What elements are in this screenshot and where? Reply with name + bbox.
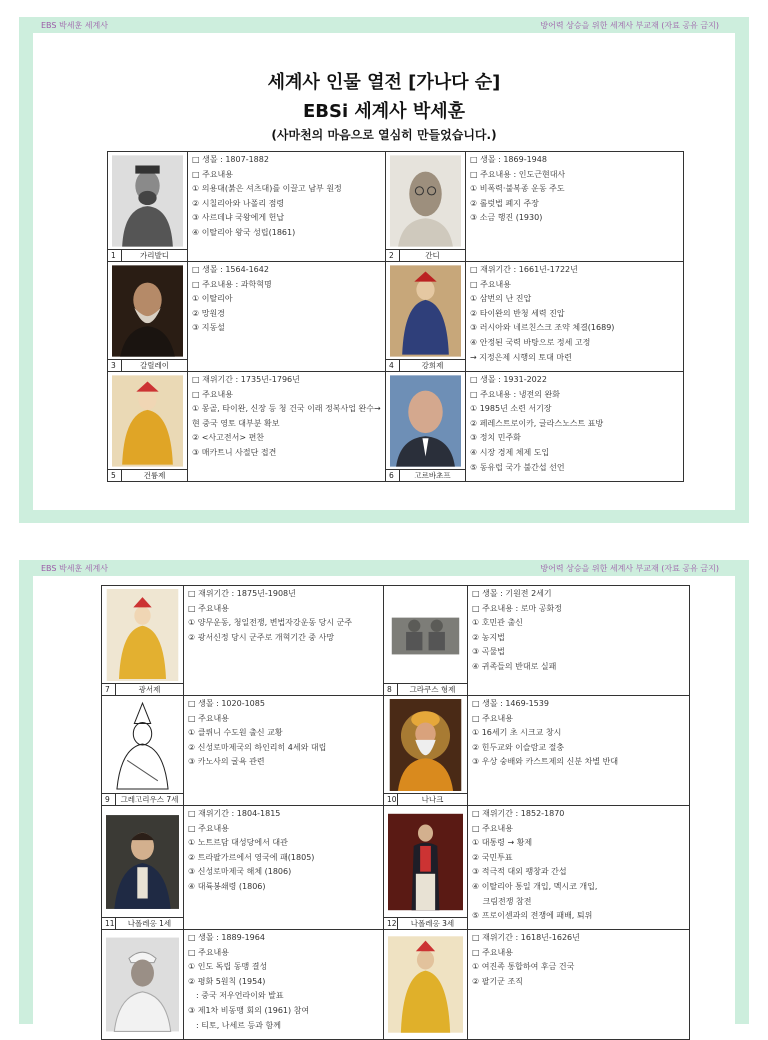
person-number: 5 — [108, 470, 122, 481]
info-line: ① 비폭력·불복종 운동 주도 — [470, 184, 565, 194]
info-line: ③ 정치 민주화 — [470, 433, 521, 443]
info-cell — [184, 806, 384, 930]
info-line: ③ 우상 숭배와 카스트제의 신분 차별 반대 — [472, 757, 619, 767]
person-number: 6 — [386, 470, 400, 481]
info-cell — [188, 372, 386, 482]
info-line: ④ 안정된 국력 바탕으로 정세 고정 — [470, 337, 591, 347]
info-line: ① 인도 독립 동맹 결성 — [188, 962, 268, 972]
portrait-gorbachev — [390, 375, 461, 467]
header-right: 방어력 상승을 위한 세계사 부교재 (자료 공유 금지) — [540, 564, 719, 573]
info-line: □ 재위기간 : 1852-1870 — [472, 809, 565, 818]
info-cell — [468, 696, 690, 806]
document-title: 세계사 인물 열전 [가나다 순] — [267, 72, 501, 93]
person-name: 나폴레옹 3세 — [410, 919, 455, 928]
info-line: ① 몽골, 타이완, 신장 등 청 건국 이래 정복사업 완수→현 중국 영토 대부분 확보 — [192, 404, 381, 428]
person-table-2 — [101, 585, 690, 1040]
person-name: 간디 — [425, 251, 440, 260]
info-line: ② 광서신정 당시 군주로 개혁기간 중 사망 — [188, 632, 335, 642]
info-line: ① 양무운동, 청일전쟁, 변법자강운동 당시 군주 — [188, 618, 353, 628]
portrait-gregory — [106, 699, 179, 791]
portrait-cell — [108, 262, 188, 372]
portrait-cell — [102, 696, 184, 806]
info-line: ④ 이탈리아 통일 개입, 멕시코 개입, — [472, 881, 598, 891]
info-line: □ 생몰 : 1020-1085 — [188, 699, 265, 708]
info-line: ④ 이탈리아 왕국 성립(1861) — [192, 227, 296, 237]
info-line: ② 국민투표 — [472, 852, 513, 862]
info-line: □ 재위기간 : 1661년-1722년 — [470, 265, 578, 274]
info-line: ① 노트르담 대성당에서 대관 — [188, 838, 288, 848]
person-name: 나폴레옹 1세 — [127, 919, 172, 928]
info-line: ③ 사르데냐 국왕에게 헌납 — [192, 213, 285, 223]
portrait-cell — [386, 372, 466, 482]
info-line: ② 농지법 — [472, 632, 505, 642]
info-line: □ 주요내용 : 인도근현대사 — [470, 169, 566, 179]
info-line: ① 여진족 통합하여 후금 건국 — [472, 962, 575, 972]
person-name: 광서제 — [138, 685, 161, 694]
info-line: □ 생몰 : 1889-1964 — [188, 933, 265, 942]
info-line: ② 신성로마제국의 하인리히 4세와 대립 — [188, 742, 327, 752]
portrait-napoleon1 — [106, 809, 179, 915]
info-line: ③ 러시아와 네르친스크 조약 체결(1689) — [470, 323, 615, 333]
person-table-1 — [107, 151, 684, 482]
person-number: 2 — [386, 250, 400, 261]
portrait-qianlong — [112, 375, 183, 467]
info-line: □ 재위기간 : 1804-1815 — [188, 809, 281, 818]
info-line: ③ 카노사의 굴욕 관련 — [188, 757, 265, 767]
person-name: 갈릴레이 — [140, 361, 169, 370]
info-line: □ 주요내용 : 냉전의 완화 — [470, 389, 560, 399]
info-line: ⑤ 프로이센과의 전쟁에 패배, 퇴위 — [472, 911, 593, 921]
info-line: □ 주요내용 — [188, 823, 230, 833]
info-line: ② 트라팔가르에서 영국에 패(1805) — [188, 852, 315, 862]
info-line: □ 생몰 : 1807-1882 — [192, 155, 269, 164]
info-line: ② 타이완의 반청 세력 진압 — [470, 308, 565, 318]
info-cell — [466, 262, 684, 372]
info-line: □ 주요내용 — [470, 279, 512, 289]
info-line: ③ 신성로마제국 해체 (1806) — [188, 867, 292, 877]
portrait-nanak — [388, 699, 463, 791]
info-line: □ 생몰 : 1469-1539 — [472, 699, 549, 708]
info-line: □ 재위기간 : 1875년-1908년 — [188, 589, 296, 598]
info-line: : 티토, 나세르 등과 함께 — [188, 1020, 281, 1030]
info-cell — [188, 262, 386, 372]
portrait-guangxu — [106, 589, 179, 681]
portrait-cell — [386, 262, 466, 372]
person-number: 10 — [384, 794, 398, 805]
info-line: ② 시칠리아와 나폴리 점령 — [192, 198, 285, 208]
info-line: ④ 귀족들의 반대로 실패 — [472, 661, 557, 671]
info-line: □ 주요내용 — [192, 169, 234, 179]
info-line: ② 평화 5원칙 (1954) — [188, 976, 266, 986]
info-line: □ 주요내용 — [188, 947, 230, 957]
person-number: 7 — [102, 684, 116, 695]
person-number: 8 — [384, 684, 398, 695]
info-cell — [466, 152, 684, 262]
info-line: □ 주요내용 — [472, 713, 514, 723]
info-cell — [466, 372, 684, 482]
portrait-cell — [102, 930, 184, 1040]
page2-side-right — [735, 576, 749, 1024]
portrait-cell — [384, 696, 468, 806]
portrait-nurhaci — [388, 933, 463, 1036]
info-line: ③ 소금 행진 (1930) — [470, 213, 543, 223]
person-name: 고르바초프 — [414, 471, 451, 480]
info-line: ① 의용대(붉은 셔츠대)를 이끌고 남부 원정 — [192, 184, 342, 194]
portrait-cell — [102, 586, 184, 696]
info-line: ⑤ 동유럽 국가 불간섭 선언 — [470, 462, 565, 472]
info-cell — [468, 586, 690, 696]
portrait-gracchi — [388, 589, 463, 681]
info-line: □ 주요내용 — [472, 823, 514, 833]
person-name: 그라쿠스 형제 — [409, 685, 456, 694]
person-number: 4 — [386, 360, 400, 371]
info-line: ① 16세기 초 시크교 창시 — [472, 728, 562, 738]
info-line: ② 페레스트로이카, 글라스노스트 표방 — [470, 418, 604, 428]
person-name: 가리발디 — [140, 251, 169, 260]
info-line: → 지정은제 시행의 토대 마련 — [470, 352, 572, 362]
info-line: ① 클뤼니 수도원 출신 교황 — [188, 728, 283, 738]
info-line: □ 주요내용 — [192, 389, 234, 399]
info-cell — [184, 930, 384, 1040]
portrait-cell — [384, 930, 468, 1040]
info-line: ① 1985년 소련 서기장 — [470, 404, 552, 414]
info-cell — [184, 696, 384, 806]
info-line: ① 호민관 출신 — [472, 618, 523, 628]
info-line: □ 생몰 : 1564-1642 — [192, 265, 269, 274]
info-line: ③ 곡물법 — [472, 647, 505, 657]
portrait-nehru — [106, 933, 179, 1036]
portrait-kangxi — [390, 265, 461, 357]
portrait-cell — [108, 372, 188, 482]
person-name: 건륭제 — [143, 471, 166, 480]
info-line: ② 망원경 — [192, 308, 225, 318]
info-line: 크림전쟁 참전 — [472, 896, 532, 906]
info-line: ④ 시장 경제 체제 도입 — [470, 447, 550, 457]
page2-header-band — [19, 560, 749, 576]
person-number: 11 — [102, 918, 116, 929]
info-line: □ 주요내용 — [472, 947, 514, 957]
page1-header-band — [19, 17, 749, 33]
person-number: 9 — [102, 794, 116, 805]
info-cell — [468, 806, 690, 930]
info-line: □ 재위기간 : 1618년-1626년 — [472, 933, 580, 942]
person-number: 3 — [108, 360, 122, 371]
portrait-cell — [386, 152, 466, 262]
info-line: ③ 매카트니 사절단 접견 — [192, 447, 277, 457]
info-line: ② 롤럿법 폐지 주장 — [470, 198, 539, 208]
portrait-cell — [102, 806, 184, 930]
portrait-cell — [384, 806, 468, 930]
document-author: EBSi 세계사 박세훈 — [302, 101, 465, 122]
info-line: □ 생몰 : 1931-2022 — [470, 375, 547, 384]
portrait-gandhi — [390, 155, 461, 247]
info-line: □ 주요내용 : 로마 공화정 — [472, 603, 562, 613]
info-line: ③ 지동설 — [192, 323, 225, 333]
info-line: : 중국 저우언라이와 발표 — [188, 991, 284, 1001]
info-line: ③ 제1차 비동맹 회의 (1961) 참여 — [188, 1005, 310, 1015]
header-left: EBS 박세훈 세계사 — [41, 564, 108, 573]
portrait-garibaldi — [112, 155, 183, 247]
info-line: ① 이탈리아 — [192, 294, 233, 304]
info-line: ② 팔기군 조직 — [472, 976, 523, 986]
portrait-galilei — [112, 265, 183, 357]
info-line: □ 주요내용 — [188, 713, 230, 723]
info-cell — [468, 930, 690, 1040]
info-line: □ 재위기간 : 1735년-1796년 — [192, 375, 300, 384]
page2-side-left — [19, 576, 33, 1024]
info-line: □ 생몰 : 기원전 2세기 — [472, 589, 552, 598]
info-line: □ 주요내용 — [188, 603, 230, 613]
info-line: □ 생몰 : 1869-1948 — [470, 155, 547, 164]
header-left: EBS 박세훈 세계사 — [41, 21, 108, 30]
info-line: ④ 대륙봉쇄령 (1806) — [188, 881, 266, 891]
page1-bottom-band — [19, 510, 749, 523]
portrait-cell — [384, 586, 468, 696]
info-line: ② <사고전서> 편찬 — [192, 433, 265, 443]
person-name: 강희제 — [421, 361, 444, 370]
info-line: □ 주요내용 : 과학혁명 — [192, 279, 272, 289]
info-cell — [184, 586, 384, 696]
person-number: 12 — [384, 918, 398, 929]
header-right: 방어력 상승을 위한 세계사 부교재 (자료 공유 금지) — [540, 21, 719, 30]
person-name: 나나크 — [421, 795, 444, 804]
portrait-napoleon3 — [388, 809, 463, 915]
info-line: ② 힌두교와 이슬람교 절충 — [472, 742, 565, 752]
info-cell — [188, 152, 386, 262]
document-subtitle: (사마천의 마음으로 열심히 만들었습니다.) — [271, 128, 497, 142]
info-line: ① 대통령 → 황제 — [472, 838, 533, 848]
portrait-cell — [108, 152, 188, 262]
info-line: ③ 적극적 대외 팽창과 간섭 — [472, 867, 567, 877]
person-name: 그레고리우스 7세 — [120, 795, 179, 804]
info-line: ① 삼번의 난 진압 — [470, 294, 532, 304]
person-number: 1 — [108, 250, 122, 261]
